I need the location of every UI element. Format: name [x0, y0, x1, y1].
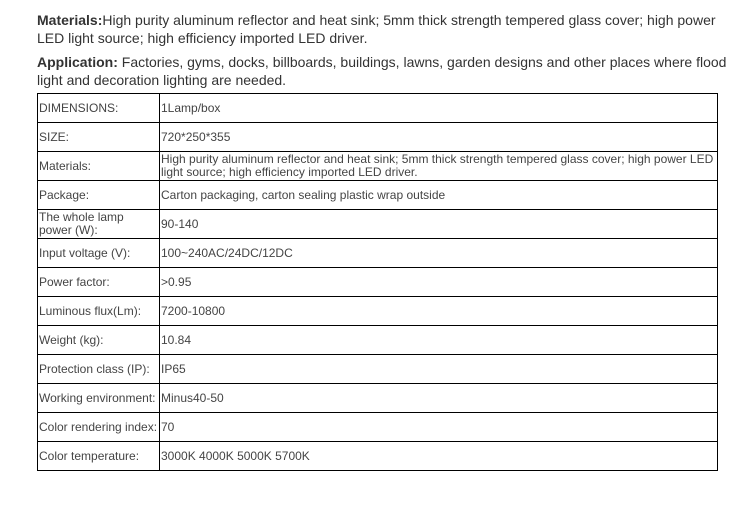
spec-value-lamp-power: 90-140 — [160, 210, 718, 239]
application-heading: Application: — [37, 54, 118, 70]
spec-value-package: Carton packaging, carton sealing plastic wrap outside — [160, 181, 718, 210]
table-row — [38, 239, 718, 268]
table-row — [38, 326, 718, 355]
spec-table — [37, 93, 718, 471]
table-row — [38, 210, 718, 239]
spec-label-size: SIZE: — [38, 123, 160, 152]
spec-label-dimensions: DIMENSIONS: — [38, 94, 160, 123]
spec-label-power-factor: Power factor: — [38, 268, 160, 297]
spec-label-weight: Weight (kg): — [38, 326, 160, 355]
spec-value-power-factor: >0.95 — [160, 268, 718, 297]
spec-value-materials: High purity aluminum reflector and heat sink; 5mm thick strength tempered glass cover; high power LED light source; high efficiency imported LED driver. — [160, 152, 718, 181]
table-row — [38, 442, 718, 471]
spec-label-package: Package: — [38, 181, 160, 210]
spec-value-input-voltage: 100~240AC/24DC/12DC — [160, 239, 718, 268]
table-row — [38, 413, 718, 442]
materials-description: High purity aluminum reflector and heat sink; 5mm thick strength tempered glass cover; high power LED light source; high efficiency imported LED driver. — [37, 12, 716, 46]
application-description: Factories, gyms, docks, billboards, buildings, lawns, garden designs and other places where flood light and decoration lighting are needed. — [37, 54, 727, 88]
spec-value-luminous-flux: 7200-10800 — [160, 297, 718, 326]
spec-value-color-temperature: 3000K 4000K 5000K 5700K — [160, 442, 718, 471]
table-row — [38, 94, 718, 123]
spec-label-color-rendering-index: Color rendering index: — [38, 413, 160, 442]
table-row — [38, 297, 718, 326]
table-row — [38, 152, 718, 181]
spec-label-protection-class: Protection class (IP): — [38, 355, 160, 384]
spec-value-color-rendering-index: 70 — [160, 413, 718, 442]
spec-value-working-environment: Minus40-50 — [160, 384, 718, 413]
materials-paragraph — [37, 11, 727, 47]
spec-value-protection-class: IP65 — [160, 355, 718, 384]
table-row — [38, 268, 718, 297]
spec-value-dimensions: 1Lamp/box — [160, 94, 718, 123]
spec-label-color-temperature: Color temperature: — [38, 442, 160, 471]
spec-value-size: 720*250*355 — [160, 123, 718, 152]
application-paragraph — [37, 53, 727, 89]
spec-label-luminous-flux: Luminous flux(Lm): — [38, 297, 160, 326]
spec-label-lamp-power: The whole lamp power (W): — [38, 210, 160, 239]
spec-label-working-environment: Working environment: — [38, 384, 160, 413]
table-row — [38, 384, 718, 413]
table-row — [38, 123, 718, 152]
table-row — [38, 355, 718, 384]
spec-value-weight: 10.84 — [160, 326, 718, 355]
spec-label-materials: Materials: — [38, 152, 160, 181]
materials-heading: Materials: — [37, 12, 103, 28]
table-row — [38, 181, 718, 210]
spec-label-input-voltage: Input voltage (V): — [38, 239, 160, 268]
